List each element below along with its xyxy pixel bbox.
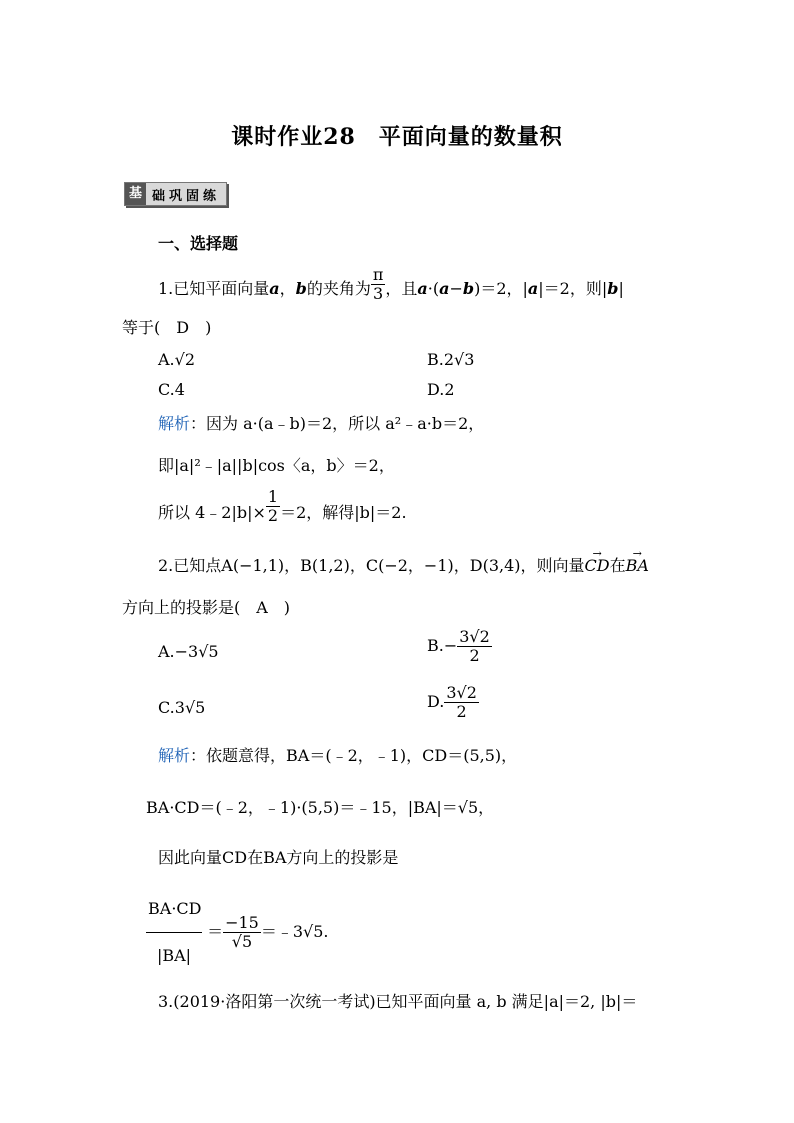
q2-solution-line1: 解析：依题意得，BA＝(﹣2，﹣1)，CD＝(5,5)， — [158, 746, 518, 765]
q1-option-d: D.2 — [427, 380, 455, 399]
q2-solution-line4: $\frac{BA\cdot CD}{|BA|}$ ＝ $\frac{-15}{√5}$ ＝﹣3√5. — [148, 899, 329, 965]
q1-option-b: B.2√3 — [427, 350, 475, 369]
q2-option-c: C.3√5 — [158, 698, 206, 717]
section-badge — [124, 182, 227, 206]
badge-rest: 础巩固练 — [152, 188, 221, 204]
solution-label: 解析 — [158, 746, 191, 765]
q2-option-d: D. $\frac{3√2}{2}$ — [427, 683, 477, 721]
q1-solution-line1: 解析：因为 a·(a﹣b)＝2，所以 a²﹣a·b＝2， — [158, 414, 485, 433]
badge-first-char: 基 — [125, 183, 146, 205]
q1-stem-line2: 等于( D ) — [122, 318, 212, 337]
section-heading: 一、选择题 — [158, 234, 239, 253]
page-title: 课时作业28 平面向量的数量积 — [231, 124, 563, 150]
q2-solution-line2: BA·CD＝(﹣2，﹣1)·(5,5)＝﹣15，|BA|＝√5， — [146, 798, 495, 817]
q1-option-c: C.4 — [158, 380, 185, 399]
q2-option-b: B.− $\frac{3√2}{2}$ — [427, 627, 490, 665]
solution-label: 解析 — [158, 414, 191, 433]
q1-stem: 1.已知平面向量a，b的夹角为 $\frac{\pi}{3}$ ，且a·(a−b)＝2，|a|＝2，则|b| — [158, 265, 624, 303]
q3-stem: 3.(2019·洛阳第一次统一考试)已知平面向量 a, b 满足|a|＝2, |b|＝ — [158, 992, 638, 1011]
q2-option-a: A.−3√5 — [158, 642, 219, 661]
q1-solution-line3: 所以 4﹣2|b|× $\frac{1}{2}$ ＝2，解得|b|＝2. — [158, 487, 407, 525]
q2-stem: 2.已知点A(−1,1)，B(1,2)，C(−2，−1)，D(3,4)，则向量→ CD在→ BA — [158, 556, 649, 576]
q1-option-a: A.√2 — [158, 350, 196, 369]
q2-stem-line2: 方向上的投影是( A ) — [122, 598, 291, 617]
q1-solution-line2: 即|a|²﹣|a||b|cos〈a，b〉＝2， — [158, 456, 395, 475]
q2-solution-line3: 因此向量CD在BA方向上的投影是 — [158, 848, 399, 867]
